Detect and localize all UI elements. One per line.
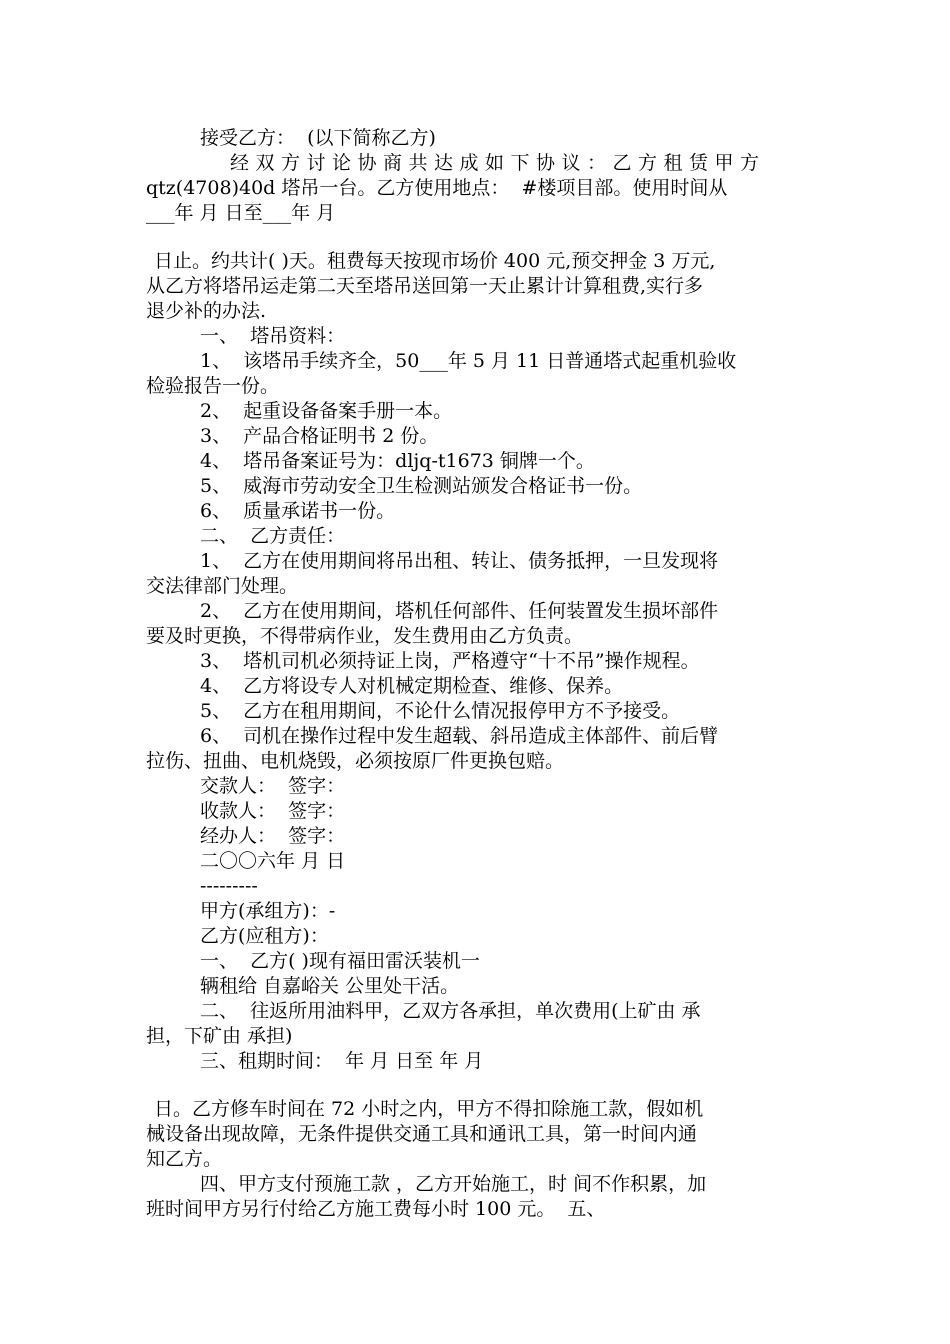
text-line: 6、 司机在操作过程中发生超载、斜吊造成主体部件、前后臂 (200, 725, 719, 747)
text-line: 检验报告一份。 (146, 375, 280, 397)
text-line: 二、 往返所用油料甲，乙双方各承担，单次费用(上矿由 承 (200, 1000, 701, 1022)
text-line: 担，下矿由 承担) (146, 1025, 293, 1047)
section-heading: 二、 乙方责任： (200, 525, 346, 547)
text-line: 6、 质量承诺书一份。 (200, 500, 396, 522)
text-line: 经双方讨论协商共达成如下协议：乙方租赁甲方 (230, 152, 766, 174)
section-heading: 一、 塔吊资料： (200, 325, 346, 347)
signature-line: 交款人： 签字： (200, 775, 346, 797)
text-line: 日。乙方修车时间在 72 小时之内，甲方不得扣除施工款，假如机 (154, 1098, 704, 1120)
text-line: 知乙方。 (146, 1148, 223, 1170)
text-line: 4、 塔吊备案证号为：dljq-t1673 铜牌一个。 (200, 450, 595, 472)
text-line: 2、 起重设备备案手册一本。 (200, 400, 453, 422)
text-line: 5、 威海市劳动安全卫生检测站颁发合格证书一份。 (200, 475, 643, 497)
signature-line: 经办人： 签字： (200, 825, 346, 847)
text-line: 2、 乙方在使用期间，塔机任何部件、任何装置发生损坏部件 (200, 600, 719, 622)
text-line: 辆租给 自嘉峪关 公里处干活。 (200, 975, 460, 997)
text-line: 从乙方将塔吊运走第二天至塔吊送回第一天止累计计算租费,实行多 (146, 275, 704, 297)
text-line: 5、 乙方在租用期间，不论什么情况报停甲方不予接受。 (200, 700, 681, 722)
text-line: 甲方(承组方)：- (200, 900, 336, 922)
text-line: 日止。约共计( )天。租费每天按现市场价 400 元,预交押金 3 万元, (154, 250, 716, 272)
date-line: 二〇〇六年 月 日 (200, 850, 346, 872)
text-line: 要及时更换，不得带病作业，发生费用由乙方负责。 (146, 625, 584, 647)
text-line: 械设备出现故障，无条件提供交通工具和通讯工具，第一时间内通 (146, 1123, 698, 1145)
text-line: 四、甲方支付预施工款 ，乙方开始施工，时 间不作积累，加 (200, 1173, 707, 1195)
text-line: 3、 产品合格证明书 2 份。 (200, 425, 439, 447)
text-line: ___年 月 日至___年 月 (146, 202, 336, 224)
text-line: 接受乙方： (以下简称乙方) (200, 127, 436, 149)
text-line: 1、 乙方在使用期间将吊出租、转让、债务抵押，一旦发现将 (200, 550, 719, 572)
text-line: 交法律部门处理。 (146, 575, 299, 597)
text-line: 一、 乙方( )现有福田雷沃装机一 (200, 950, 480, 972)
separator-line: --------- (200, 875, 258, 897)
text-line: 拉伤、扭曲、电机烧毁，必须按原厂件更换包赔。 (146, 750, 565, 772)
text-line: qtz(4708)40d 塔吊一台。乙方使用地点： #楼项目部。使用时间从 (146, 177, 728, 199)
text-line: 乙方(应租方)： (200, 925, 329, 947)
signature-line: 收款人： 签字： (200, 800, 346, 822)
text-line: 退少补的办法. (146, 300, 267, 322)
text-line: 3、 塔机司机必须持证上岗，严格遵守“十不吊”操作规程。 (200, 650, 700, 672)
text-line: 1、 该塔吊手续齐全，50___年 5 月 11 日普通塔式起重机验收 (200, 350, 737, 372)
text-line: 班时间甲方另行付给乙方施工费每小时 100 元。 五、 (146, 1198, 606, 1220)
text-line: 三、租期时间： 年 月 日至 年 月 (200, 1050, 484, 1072)
text-line: 4、 乙方将设专人对机械定期检查、维修、保养。 (200, 675, 624, 697)
